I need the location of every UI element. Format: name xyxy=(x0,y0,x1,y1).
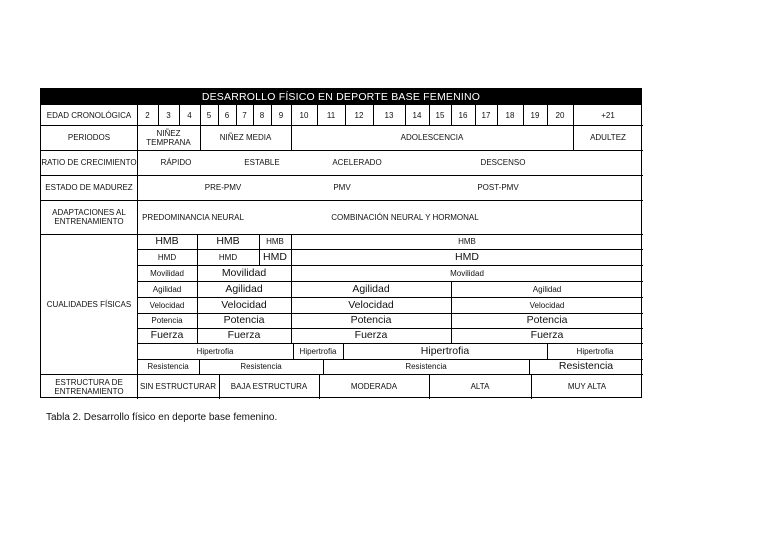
age-line xyxy=(253,105,254,125)
age-cell: 8 xyxy=(259,110,265,120)
subrow-line xyxy=(137,265,643,266)
subrow-line xyxy=(137,281,643,282)
qual-line xyxy=(529,359,530,374)
periodo-cell: ADOLESCENCIA xyxy=(400,133,464,142)
subrow-line xyxy=(137,359,643,360)
qual-line xyxy=(197,234,198,343)
velocidad-cell: Velocidad xyxy=(348,298,394,311)
row-line xyxy=(41,150,643,151)
age-cell: 14 xyxy=(412,110,422,120)
periodo-cell: NIÑEZ TEMPRANA xyxy=(146,128,191,147)
label-estructura: ESTRUCTURA DE ENTRENAMIENTO xyxy=(54,377,124,396)
fuerza-cell: Fuerza xyxy=(227,329,261,341)
periodo-line xyxy=(200,125,201,150)
hmd-cell: HMD xyxy=(157,252,177,262)
estructura-line xyxy=(219,374,220,399)
hipertrofia-cell: Hipertrofia xyxy=(420,344,470,357)
estructura-line xyxy=(319,374,320,399)
age-cell: +21 xyxy=(601,110,615,120)
age-cell: 5 xyxy=(206,110,212,120)
estructura-line xyxy=(429,374,430,399)
row-line xyxy=(41,200,643,201)
periodo-line xyxy=(291,125,292,150)
hmb-cell: HMB xyxy=(155,235,179,247)
potencia-cell: Potencia xyxy=(526,314,568,326)
potencia-cell: Potencia xyxy=(350,314,392,326)
hmb-cell: HMB xyxy=(216,235,240,247)
age-cell: 17 xyxy=(481,110,491,120)
label-madurez: ESTADO DE MADUREZ xyxy=(45,183,133,192)
estructura-line xyxy=(531,374,532,399)
table-caption: Tabla 2. Desarrollo físico en deporte base femenino. xyxy=(46,412,278,423)
fuerza-cell: Fuerza xyxy=(530,329,564,341)
subrow-line xyxy=(137,343,643,344)
movilidad-cell: Movilidad xyxy=(150,268,184,278)
age-cell: 2 xyxy=(145,110,150,120)
subrow-line xyxy=(137,328,643,329)
age-cell: 18 xyxy=(505,110,515,120)
age-cell: 9 xyxy=(278,110,284,120)
age-cell: 11 xyxy=(326,110,336,120)
resistencia-cell: Resistencia xyxy=(147,362,189,371)
age-line xyxy=(573,105,574,125)
age-line xyxy=(218,105,219,125)
age-line xyxy=(497,105,498,125)
age-line xyxy=(179,105,180,125)
age-cell: 10 xyxy=(299,110,309,120)
qual-line xyxy=(199,359,200,374)
movilidad-cell: Movilidad xyxy=(450,268,484,278)
age-cell: 19 xyxy=(530,110,540,120)
velocidad-cell: Velocidad xyxy=(221,298,267,311)
madurez-cell: POST-PMV xyxy=(477,183,519,192)
hipertrofia-cell: Hipertrofia xyxy=(299,346,337,356)
estructura-cell: ALTA xyxy=(470,382,490,391)
age-line xyxy=(547,105,548,125)
qual-line xyxy=(259,234,260,265)
age-line xyxy=(373,105,374,125)
qual-line xyxy=(291,234,292,343)
resistencia-cell: Resistencia xyxy=(240,362,282,371)
movilidad-cell: Movilidad xyxy=(221,266,267,279)
hmb-cell: HMB xyxy=(266,237,284,246)
age-line xyxy=(271,105,272,125)
resistencia-cell: Resistencia xyxy=(405,362,447,371)
hmd-cell: HMD xyxy=(263,250,287,263)
age-line xyxy=(451,105,452,125)
qual-line xyxy=(343,343,344,359)
hmd-cell: HMD xyxy=(455,250,479,263)
age-cell: 7 xyxy=(242,110,247,120)
row-line xyxy=(41,125,643,126)
age-cell: 3 xyxy=(166,110,171,120)
estructura-cell: MUY ALTA xyxy=(567,382,607,391)
fuerza-cell: Fuerza xyxy=(354,329,388,341)
madurez-cell: PMV xyxy=(333,183,351,192)
row-line xyxy=(41,234,643,235)
row-line xyxy=(41,175,643,176)
ratio-cell: DESCENSO xyxy=(480,158,526,167)
age-line xyxy=(475,105,476,125)
hmb-cell: HMB xyxy=(458,237,476,246)
qual-line xyxy=(323,359,324,374)
age-cell: 16 xyxy=(458,110,468,120)
estructura-cell: BAJA ESTRUCTURA xyxy=(230,382,308,391)
agilidad-cell: Agilidad xyxy=(532,284,562,294)
label-adaptaciones: ADAPTACIONES AL ENTRENAMIENTO xyxy=(52,208,126,226)
age-line xyxy=(317,105,318,125)
periodo-line xyxy=(573,125,574,150)
age-cell: 13 xyxy=(384,110,394,120)
table-title: DESARROLLO FÍSICO EN DEPORTE BASE FEMENINO xyxy=(41,89,641,105)
age-line xyxy=(158,105,159,125)
qual-line xyxy=(451,281,452,343)
age-cell: 4 xyxy=(187,110,192,120)
age-cell: 15 xyxy=(435,110,445,120)
development-table xyxy=(40,88,642,398)
age-line xyxy=(291,105,292,125)
velocidad-cell: Velocidad xyxy=(149,300,185,310)
ratio-cell: ESTABLE xyxy=(244,158,280,167)
label-edad: EDAD CRONOLÓGICA xyxy=(46,110,132,120)
adaptaciones-cell: PREDOMINANCIA NEURAL xyxy=(142,212,244,222)
madurez-cell: PRE-PMV xyxy=(204,183,242,192)
age-cell: 12 xyxy=(354,110,364,120)
hmd-cell: HMD xyxy=(218,252,238,262)
agilidad-cell: Agilidad xyxy=(225,282,263,295)
label-periodos: PERIODOS xyxy=(67,133,111,142)
agilidad-cell: Agilidad xyxy=(152,284,182,294)
ratio-cell: RÁPIDO xyxy=(160,158,192,167)
subrow-line xyxy=(137,297,643,298)
age-line xyxy=(345,105,346,125)
hipertrofia-cell: Hipertrofia xyxy=(576,346,614,356)
col-line xyxy=(137,105,138,399)
periodo-cell: ADULTEZ xyxy=(590,133,626,142)
subrow-line xyxy=(137,249,643,250)
age-line xyxy=(429,105,430,125)
fuerza-cell: Fuerza xyxy=(150,329,184,341)
age-line xyxy=(200,105,201,125)
adaptaciones-cell: COMBINACIÓN NEURAL Y HORMONAL xyxy=(331,212,479,222)
label-ratio: RATIO DE CRECIMIENTO xyxy=(41,158,137,167)
estructura-cell: MODERADA xyxy=(350,382,398,391)
label-cualidades: CUALIDADES FÍSICAS xyxy=(46,299,132,309)
subrow-line xyxy=(137,313,643,314)
age-line xyxy=(236,105,237,125)
age-line xyxy=(405,105,406,125)
velocidad-cell: Velocidad xyxy=(529,300,565,310)
row-line xyxy=(41,374,643,375)
age-cell: 20 xyxy=(555,110,565,120)
qual-line xyxy=(547,343,548,359)
age-line xyxy=(523,105,524,125)
qual-line xyxy=(293,343,294,359)
estructura-cell: SIN ESTRUCTURAR xyxy=(139,382,216,391)
age-cell: 6 xyxy=(224,110,230,120)
hipertrofia-cell: Hipertrofia xyxy=(196,346,234,356)
potencia-cell: Potencia xyxy=(151,316,183,325)
agilidad-cell: Agilidad xyxy=(352,282,390,295)
resistencia-cell: Resistencia xyxy=(558,360,614,372)
periodo-cell: NIÑEZ MEDIA xyxy=(219,133,272,142)
ratio-cell: ACELERADO xyxy=(332,158,382,167)
potencia-cell: Potencia xyxy=(223,314,265,326)
